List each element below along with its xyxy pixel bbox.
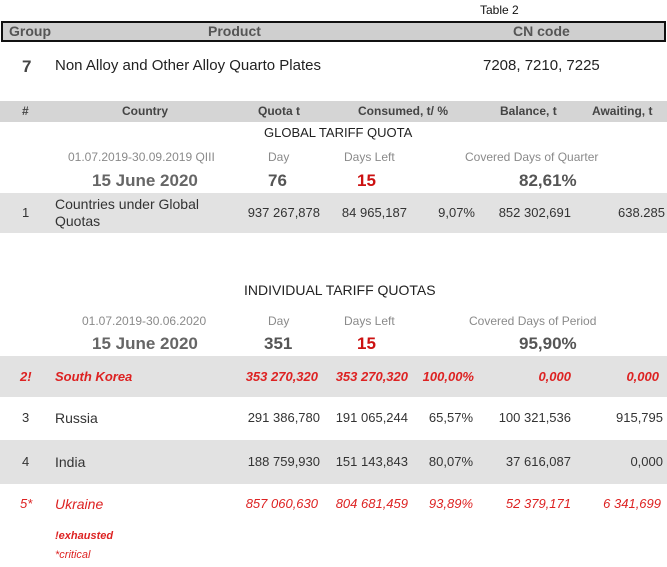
row-country: Ukraine [55, 496, 104, 512]
product-name: Non Alloy and Other Alloy Quarto Plates [55, 57, 321, 74]
global-covered-value: 82,61% [519, 171, 577, 190]
row-awaiting: 915,795 [616, 410, 663, 425]
row-pct: 80,07% [428, 454, 473, 469]
row-balance: 852 302,691 [498, 205, 571, 220]
row-consumed: 191 065,244 [335, 410, 408, 425]
row-balance: 0,000 [538, 369, 571, 384]
table-label: Table 2 [480, 3, 519, 17]
col-num: # [22, 104, 29, 118]
col-country: Country [122, 104, 168, 118]
row-quota: 188 759,930 [247, 454, 320, 469]
row-awaiting: 0,000 [630, 454, 663, 469]
row-num: 5* [20, 496, 33, 511]
global-day-label: Day [268, 150, 290, 164]
row-country: Countries under Global Quotas [55, 196, 199, 229]
col-balance: Balance, t [500, 104, 557, 118]
legend-exhausted: !exhausted [55, 530, 114, 542]
global-section-title: GLOBAL TARIFF QUOTA [264, 125, 413, 140]
row-country: South Korea [55, 369, 133, 384]
global-covered-label: Covered Days of Quarter [465, 150, 599, 164]
column-header-bar [0, 101, 667, 122]
individual-day-label: Day [268, 314, 290, 328]
row-balance: 37 616,087 [505, 454, 571, 469]
individual-days-left-value: 15 [357, 334, 376, 353]
row-consumed: 353 270,320 [335, 369, 408, 384]
row-country: Russia [55, 410, 98, 426]
row-awaiting: 0,000 [626, 369, 659, 384]
individual-day-value: 351 [264, 334, 293, 353]
row-quota: 857 060,630 [245, 496, 318, 511]
individual-section-title: INDIVIDUAL TARIFF QUOTAS [244, 282, 436, 298]
row-consumed: 84 965,187 [341, 205, 407, 220]
table-row [0, 193, 667, 233]
row-num: 4 [22, 454, 30, 469]
row-country: India [55, 454, 86, 470]
table-row [0, 440, 667, 484]
table-row [0, 356, 667, 397]
row-pct: 65,57% [428, 410, 473, 425]
global-date: 15 June 2020 [92, 171, 198, 190]
individual-covered-value: 95,90% [519, 334, 577, 353]
individual-days-left-label: Days Left [344, 314, 395, 328]
group-header-bar [1, 21, 666, 42]
table-row [0, 397, 667, 440]
row-quota: 937 267,878 [247, 205, 320, 220]
global-days-left-value: 15 [357, 171, 376, 190]
row-num: 2! [20, 369, 32, 384]
cn-code-header: CN code [513, 23, 570, 39]
row-consumed: 804 681,459 [335, 496, 408, 511]
row-balance: 52 379,171 [505, 496, 571, 511]
row-awaiting: 6 341,699 [603, 496, 661, 511]
col-quota: Quota t [258, 104, 300, 118]
product-group-number: 7 [22, 57, 32, 76]
individual-covered-label: Covered Days of Period [469, 314, 597, 328]
individual-period: 01.07.2019-30.06.2020 [82, 314, 207, 328]
row-num: 3 [22, 410, 30, 425]
row-consumed: 151 143,843 [335, 454, 408, 469]
legend-critical: *critical [55, 549, 91, 561]
row-quota: 291 386,780 [247, 410, 320, 425]
group-header: Group [9, 23, 51, 39]
col-awaiting: Awaiting, t [592, 104, 653, 118]
row-num: 1 [22, 205, 30, 220]
individual-date: 15 June 2020 [92, 334, 198, 353]
row-pct: 100,00% [422, 369, 474, 384]
row-awaiting: 638.285 [618, 205, 665, 220]
product-cn-code: 7208, 7210, 7225 [483, 57, 600, 74]
table-row [0, 484, 667, 524]
global-day-value: 76 [268, 171, 287, 190]
row-balance: 100 321,536 [498, 410, 571, 425]
product-header: Product [208, 23, 261, 39]
global-period: 01.07.2019-30.09.2019 QIII [68, 150, 215, 164]
row-pct: 9,07% [438, 205, 475, 220]
global-days-left-label: Days Left [344, 150, 395, 164]
col-consumed: Consumed, t/ % [358, 104, 449, 118]
row-pct: 93,89% [428, 496, 473, 511]
row-quota: 353 270,320 [245, 369, 318, 384]
